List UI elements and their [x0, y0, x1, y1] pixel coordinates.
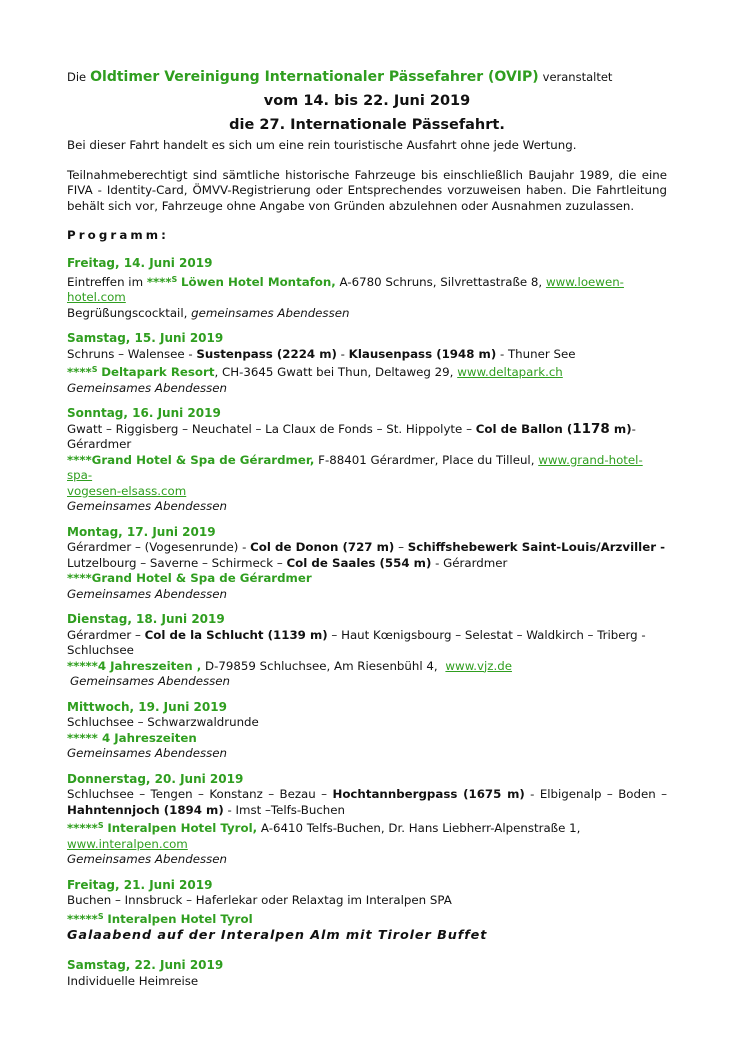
superior-mark: S	[97, 911, 104, 921]
day-tuesday-18	[67, 612, 667, 690]
day-title: Samstag, 15. Juni 2019	[67, 331, 224, 345]
pass-name: Col de Donon (727 m)	[250, 540, 395, 554]
day-title: Freitag, 14. Juni 2019	[67, 256, 213, 270]
hotel-address: A-6780 Schruns, Silvrettastraße 8,	[339, 274, 543, 289]
dinner-text: Gemeinsames Abendessen	[67, 586, 227, 601]
route-line	[67, 803, 667, 819]
route-text: - Elbigenalp – Boden –	[530, 787, 668, 801]
gala-evening: Galaabend auf der Interalpen Alm mit Tiroler Buffet	[67, 928, 488, 943]
pass-unit: m)	[613, 421, 632, 436]
day-sunday-16	[67, 406, 667, 515]
route-text: Gérardmer –	[67, 627, 141, 642]
route-text: - Imst –Telfs-Buchen	[227, 802, 346, 817]
route-text: - Thuner See	[499, 346, 576, 361]
day-friday-21	[67, 878, 667, 945]
route-line: Individuelle Heimreise	[67, 973, 199, 988]
hotel-name: Interalpen Hotel Tyrol	[107, 911, 253, 926]
intro-line	[67, 68, 667, 86]
accommodation-line	[67, 272, 667, 306]
day-saturday-15	[67, 331, 667, 396]
hotel-address: F-88401 Gérardmer, Place du Tilleul,	[318, 452, 535, 467]
hotel-name: *****4 Jahreszeiten ,	[67, 658, 202, 673]
route-text: Gérardmer – (Vogesenrunde) -	[67, 540, 247, 554]
hotel-name: ****Grand Hotel & Spa de Gérardmer	[67, 571, 312, 585]
superior-mark: S	[97, 821, 104, 830]
programm-heading: Programm:	[67, 228, 169, 242]
route-line	[67, 422, 667, 438]
hotel-address: A-6410 Telfs-Buchen, Dr. Hans Liebherr-Alpenstraße 1,	[260, 821, 581, 835]
pass-name: Col de Saales (554 m)	[286, 555, 432, 570]
route-line: Buchen – Innsbruck – Haferlekar oder Relaxtag im Interalpen SPA	[67, 893, 452, 907]
route-line	[67, 628, 667, 644]
pass-name: Col de la Schlucht (1139 m)	[144, 627, 328, 642]
hotel-link-continued	[67, 484, 667, 500]
route-line-end: Schluchsee	[67, 643, 134, 657]
route-text: Schruns – Walensee -	[67, 346, 193, 361]
arrive-text: Eintreffen im	[67, 274, 144, 289]
intro-prefix: Die	[67, 70, 87, 84]
hotel-address: , CH-3645 Gwatt bei Thun, Deltaweg 29,	[214, 365, 454, 379]
intro-paragraph-1: Bei dieser Fahrt handelt es sich um eine rein touristische Ausfahrt ohne jede Wertung.	[67, 138, 577, 152]
document-page	[67, 68, 667, 999]
day-title: Mittwoch, 19. Juni 2019	[67, 699, 227, 714]
hotel-name: Deltapark Resort	[101, 365, 215, 379]
route-line	[67, 787, 667, 803]
event-dates: vom 14. bis 22. Juni 2019	[263, 93, 471, 109]
route-text: Lutzelbourg – Saverne – Schirmeck –	[67, 555, 283, 570]
accommodation-line	[67, 362, 667, 381]
dinner-text: Gemeinsames Abendessen	[67, 852, 227, 866]
intro-paragraph-2: Teilnahmeberechtigt sind sämtliche historische Fahrzeuge bis einschließlich Baujahr 1989, die eine FIVA - Identity-Card, ÖMVV-Registrierung oder Entsprechendes vorzuweisen haben. Die Fahrtleitung behält sich vor, Fahrzeuge ohne Angabe von Gründen abzulehnen oder Ausnahmen zuzulassen.	[67, 167, 667, 213]
welcome-text: Begrüßungscocktail,	[67, 305, 188, 320]
hotel-link[interactable]: www.loewen-hotel.com	[67, 274, 624, 304]
superior-mark: S	[171, 274, 178, 284]
pass-name: Sustenpass (2224 m)	[196, 346, 337, 361]
accommodation-line	[67, 818, 667, 837]
event-title: die 27. Internationale Pässefahrt.	[229, 117, 505, 133]
dinner-text: Gemeinsames Abendessen	[70, 674, 230, 688]
superior-mark: S	[91, 365, 98, 374]
accommodation-line	[67, 571, 667, 587]
pass-altitude: 1178	[572, 420, 610, 437]
route-line	[67, 556, 667, 572]
route-line	[67, 540, 667, 556]
dinner-text: Gemeinsames Abendessen	[67, 499, 227, 513]
pass-name: Schiffshebewerk Saint-Louis/Arzviller -	[407, 540, 666, 554]
hotel-stars: ****	[67, 365, 92, 379]
day-title: Donnerstag, 20. Juni 2019	[67, 771, 244, 786]
hotel-name: Interalpen Hotel Tyrol,	[107, 821, 258, 835]
hotel-stars: *****	[67, 911, 98, 926]
day-friday-14	[67, 256, 667, 321]
hotel-link[interactable]: www.deltapark.ch	[457, 365, 563, 379]
day-wednesday-19	[67, 700, 667, 762]
day-title: Freitag, 21. Juni 2019	[67, 877, 213, 892]
hotel-link[interactable]: www.interalpen.com	[67, 836, 188, 851]
hotel-name: ****Grand Hotel & Spa de Gérardmer,	[67, 452, 315, 467]
accommodation-line	[67, 453, 667, 484]
organization-name: Oldtimer Vereinigung Internationaler Pässefahrer (OVIP)	[90, 69, 539, 85]
route-text: –	[398, 540, 404, 554]
hotel-name: ***** 4 Jahreszeiten	[67, 730, 197, 745]
day-title: Samstag, 22. Juni 2019	[67, 958, 224, 972]
day-thursday-20	[67, 772, 667, 868]
dinner-text: Gemeinsames Abendessen	[67, 380, 227, 395]
accommodation-line	[67, 659, 667, 675]
route-text: – Haut Kœnigsbourg – Selestat – Waldkirch – Triberg -	[331, 627, 646, 642]
pass-label: Col de Ballon (	[475, 421, 573, 436]
hotel-link-line	[67, 837, 667, 853]
day-title: Montag, 17. Juni 2019	[67, 524, 216, 539]
hotel-name: Löwen Hotel Montafon,	[181, 274, 336, 289]
hotel-link[interactable]: www.grand-hotel-spa-	[67, 452, 643, 482]
pass-name	[476, 422, 632, 436]
hotel-stars: *****	[67, 821, 98, 835]
route-text: - Gérardmer	[435, 555, 508, 570]
pass-name: Hochtannbergpass (1675 m)	[332, 787, 525, 801]
dinner-text: Gemeinsames Abendessen	[67, 746, 227, 760]
route-line-end: Gérardmer	[67, 437, 132, 451]
route-line	[67, 347, 667, 363]
route-line: Schluchsee – Schwarzwaldrunde	[67, 715, 259, 729]
day-monday-17	[67, 525, 667, 603]
hotel-address: D-79859 Schluchsee, Am Riesenbühl 4,	[205, 658, 438, 673]
hotel-stars: ****	[146, 274, 172, 289]
hotel-link[interactable]: vogesen-elsass.com	[67, 483, 187, 498]
route-text: Gwatt – Riggisberg – Neuchatel – La Claux de Fonds – St. Hippolyte –	[67, 421, 472, 436]
hotel-link[interactable]: www.vjz.de	[445, 658, 512, 673]
accommodation-line	[67, 909, 667, 928]
day-saturday-22	[67, 958, 667, 989]
pass-name: Klausenpass (1948 m)	[348, 346, 497, 361]
pass-name: Hahntennjoch (1894 m)	[67, 802, 224, 817]
dinner-text: gemeinsames Abendessen	[191, 305, 350, 320]
route-text: -	[631, 421, 636, 436]
route-text: Schluchsee – Tengen – Konstanz – Bezau –	[67, 787, 328, 801]
evening-line	[67, 306, 667, 322]
intro-suffix: veranstaltet	[542, 70, 613, 84]
day-title: Sonntag, 16. Juni 2019	[67, 406, 221, 420]
route-separator: -	[340, 346, 345, 361]
day-title: Dienstag, 18. Juni 2019	[67, 612, 225, 626]
